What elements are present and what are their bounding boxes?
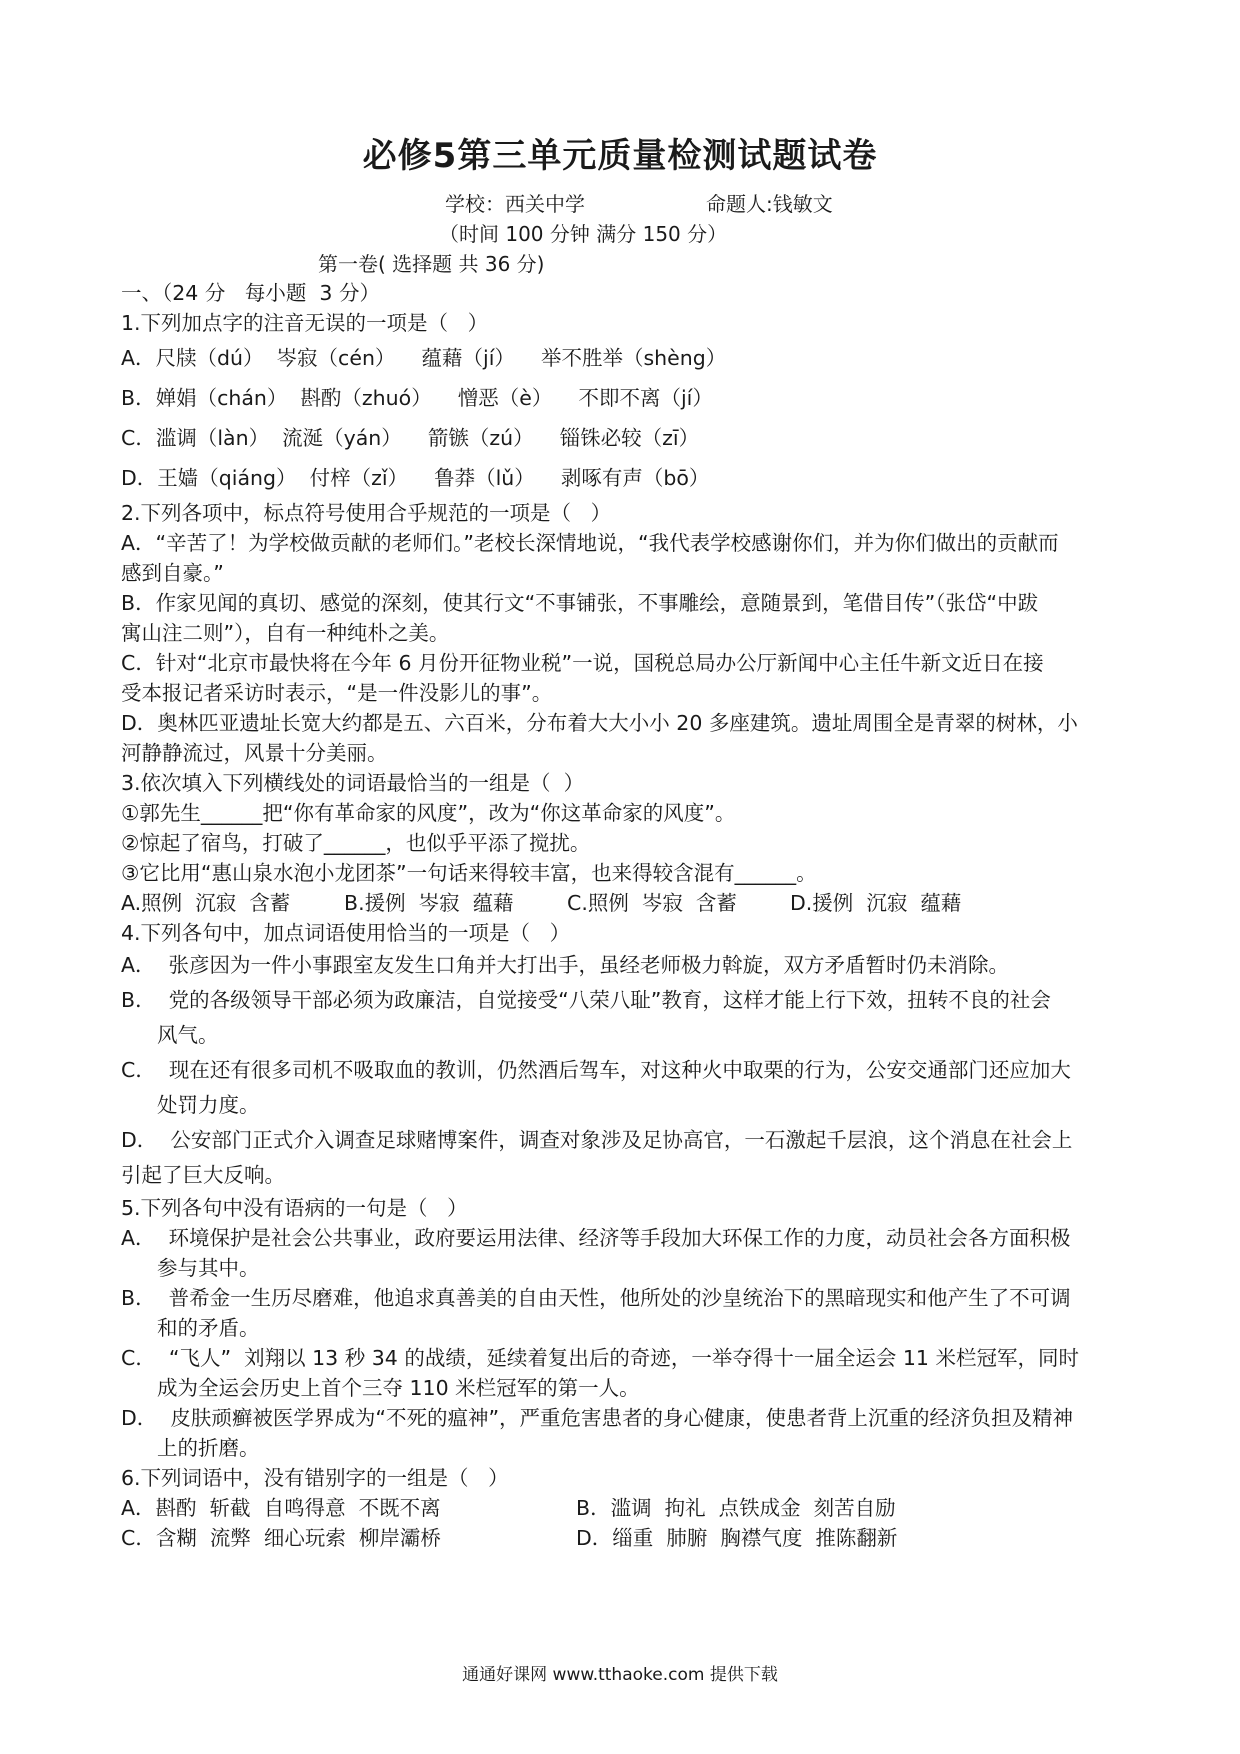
option-b-cont: 寓山注二则”），自有一种纯朴之美。: [121, 621, 450, 645]
options-row: [121, 888, 1131, 918]
option-a: A．尺牍（dú） 岑寂（cén） 蕴藉（jí） 举不胜举（shèng）: [121, 346, 727, 370]
option-a: A.照例 沉寂 含蓄: [121, 891, 291, 915]
question-stem: 4.下列各句中，加点词语使用恰当的一项是（ ）: [121, 921, 571, 945]
volume-heading: 第一卷( 选择题 共 36 分): [318, 252, 545, 276]
question-stem: 5.下列各句中没有语病的一句是（ ）: [121, 1196, 468, 1220]
option-a: A． 环境保护是社会公共事业，政府要运用法律、经济等手段加大环保工作的力度，动员社会各方面积极: [121, 1226, 1071, 1250]
question-4: [121, 918, 1131, 1193]
option-b-cont: 风气。: [157, 1023, 219, 1047]
sentence-1: ①郭先生______把“你有革命家的风度”，改为“你这革命家的风度”。: [121, 801, 736, 825]
section-heading: 一、（24 分 每小题 3 分）: [121, 281, 380, 305]
option-b-cont: 和的矛盾。: [157, 1316, 260, 1340]
option-d-cont: 引起了巨大反响。: [121, 1163, 285, 1187]
option-d: D.援例 沉寂 蕴藉: [790, 891, 962, 915]
question-stem: 2.下列各项中，标点符号使用合乎规范的一项是（ ）: [121, 501, 612, 525]
options-row-1: [121, 1493, 1131, 1523]
question-stem: 6.下列词语中，没有错别字的一组是（ ）: [121, 1466, 509, 1490]
option-b: B．滥调 拘礼 点铁成金 刻苦自励: [576, 1496, 896, 1520]
option-b: B．作家见闻的真切、感觉的深刻，使其行文“不事铺张，不事雕绘，意随景到，笔借目传”（张岱“中跋: [121, 591, 1039, 615]
question-6: [121, 1463, 1131, 1553]
school-label: 学校：西关中学: [445, 192, 585, 216]
sentence-2: ②惊起了宿鸟，打破了______，也似乎平添了搅扰。: [121, 831, 591, 855]
option-b: B．婵娟（chán） 斟酌（zhuó） 憎恶（è） 不即不离（jí）: [121, 386, 713, 410]
options-row-2: [121, 1523, 1131, 1553]
option-c: C．含糊 流弊 细心玩索 柳岸灞桥: [121, 1526, 441, 1550]
option-d: D．缁重 肺腑 胸襟气度 推陈翻新: [576, 1526, 898, 1550]
question-1: [121, 308, 1131, 498]
footer-credit: 通通好课网 www.tthaoke.com 提供下载: [462, 1665, 778, 1685]
option-c: C．针对“北京市最快将在今年 6 月份开征物业税”一说，国税总局办公厅新闻中心主任牛新文近日在接: [121, 651, 1044, 675]
option-d: D． 公安部门正式介入调查足球赌博案件，调查对象涉及足协高官，一石激起千层浪，这个消息在社会上: [121, 1128, 1073, 1152]
option-a-cont: 参与其中。: [157, 1256, 260, 1280]
question-stem: 1.下列加点字的注音无误的一项是（ ）: [121, 311, 489, 335]
option-a: A． 张彦因为一件小事跟室友发生口角并大打出手，虽经老师极力斡旋，双方矛盾暂时仍未消除。: [121, 953, 1010, 977]
option-b: B． 党的各级领导干部必须为政廉洁，自觉接受“八荣八耻”教育，这样才能上行下效，扭转不良的社会: [121, 988, 1051, 1012]
sentence-3: ③它比用“惠山泉水泡小龙团茶”一句话来得较丰富，也来得较含混有______。: [121, 861, 817, 885]
option-d: D． 皮肤顽癣被医学界成为“不死的瘟神”，严重危害患者的身心健康，使患者背上沉重的经济负担及精神: [121, 1406, 1074, 1430]
option-d-cont: 河静静流过，风景十分美丽。: [121, 741, 388, 765]
question-5: [121, 1193, 1131, 1463]
time-score-label: （时间 100 分钟 满分 150 分）: [439, 222, 728, 246]
option-c: C． “飞人” 刘翔以 13 秒 34 的战绩，延续着复出后的奇迹，一举夺得十一届全运会 11 米栏冠军，同时: [121, 1346, 1079, 1370]
option-a: A．斟酌 斩截 自鸣得意 不既不离: [121, 1496, 441, 1520]
option-c: C．滥调（làn） 流涎（yán） 箭镞（zú） 锱铢必较（zī）: [121, 426, 700, 450]
option-a-cont: 感到自豪。”: [121, 561, 224, 585]
option-a: A．“辛苦了！为学校做贡献的老师们。”老校长深情地说，“我代表学校感谢你们，并为你们做出的贡献而: [121, 531, 1059, 555]
question-3: [121, 768, 1131, 918]
option-d: D．王嫱（qiáng） 付梓（zǐ） 鲁莽（lǔ） 剥啄有声（bō）: [121, 466, 710, 490]
question-stem: 3.依次填入下列横线处的词语最恰当的一组是（ ）: [121, 771, 585, 795]
page-title: 必修5第三单元质量检测试题试卷: [362, 136, 878, 176]
author-label: 命题人:钱敏文: [706, 192, 833, 216]
option-c-cont: 成为全运会历史上首个三夺 110 米栏冠军的第一人。: [157, 1376, 640, 1400]
option-c: C． 现在还有很多司机不吸取血的教训，仍然酒后驾车，对这种火中取栗的行为，公安交通部门还应加大: [121, 1058, 1071, 1082]
question-body: [121, 278, 1131, 1553]
option-c: C.照例 岑寂 含蓄: [567, 891, 737, 915]
option-c-cont: 处罚力度。: [157, 1093, 260, 1117]
option-d-cont: 上的折磨。: [157, 1436, 260, 1460]
option-c-cont: 受本报记者采访时表示，“是一件没影儿的事”。: [121, 681, 553, 705]
option-d: D．奥林匹亚遗址长宽大约都是五、六百米，分布着大大小小 20 多座建筑。遗址周围全是青翠的树林，小: [121, 711, 1078, 735]
option-b: B． 普希金一生历尽磨难，他追求真善美的自由天性，他所处的沙皇统治下的黑暗现实和他产生了不可调: [121, 1286, 1071, 1310]
option-b: B.援例 岑寂 蕴藉: [344, 891, 514, 915]
question-2: [121, 498, 1131, 768]
